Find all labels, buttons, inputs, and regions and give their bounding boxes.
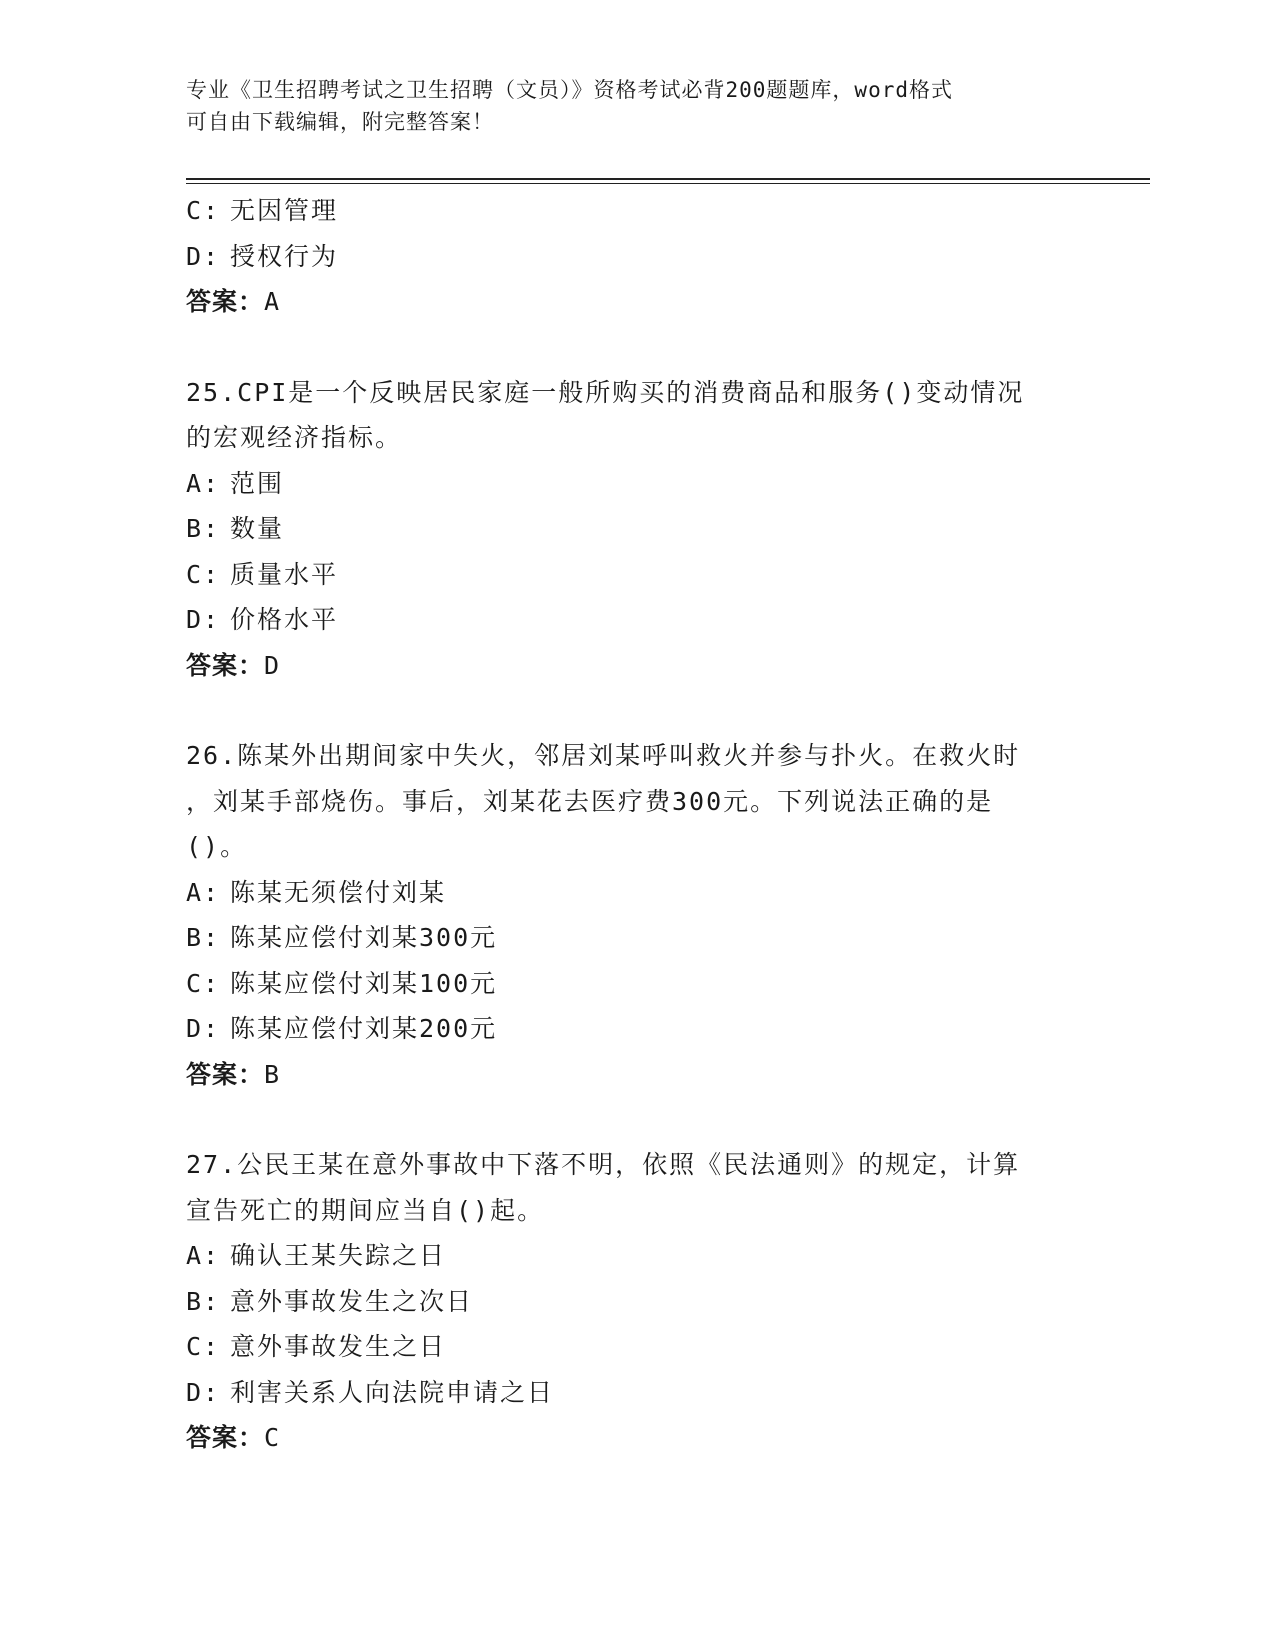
question-text-line: 27.公民王某在意外事故中下落不明，依照《民法通则》的规定，计算 xyxy=(186,1150,1021,1179)
option-label: B: xyxy=(186,923,221,952)
document-body xyxy=(186,188,1086,1461)
option-text: 确认王某失踪之日 xyxy=(230,1241,447,1270)
option-text: 意外事故发生之日 xyxy=(230,1332,447,1361)
option-label: C: xyxy=(186,968,221,998)
option-a xyxy=(186,870,1086,916)
question-text-line: 的宏观经济指标。 xyxy=(186,423,403,452)
answer-line xyxy=(186,279,1086,325)
answer-value: D xyxy=(264,650,281,680)
header-title-line-2: 可自由下载编辑，附完整答案！ xyxy=(186,110,494,134)
option-label: D: xyxy=(186,1377,221,1407)
answer-line xyxy=(186,1052,1086,1098)
question-text-line: ，刘某手部烧伤。事后，刘某花去医疗费300元。下列说法正确的是 xyxy=(186,786,994,816)
option-label: D: xyxy=(186,241,221,271)
option-text: 陈某应偿付刘某200元 xyxy=(230,1014,498,1043)
answer-label: 答案： xyxy=(186,1059,265,1089)
question-26 xyxy=(186,733,1086,1097)
option-c xyxy=(186,552,1086,598)
question-text-line: 26.陈某外出期间家中失火，邻居刘某呼叫救火并参与扑火。在救火时 xyxy=(186,741,1021,770)
option-d xyxy=(186,1370,1086,1416)
option-text: 陈某应偿付刘某100元 xyxy=(230,968,498,998)
option-text: 质量水平 xyxy=(230,559,339,589)
answer-value: B xyxy=(264,1059,281,1089)
option-label: D: xyxy=(186,1014,221,1043)
option-text: 意外事故发生之次日 xyxy=(230,1286,474,1316)
header-title-line-1: 专业《卫生招聘考试之卫生招聘（文员）》资格考试必背200题题库，word格式 xyxy=(186,78,953,102)
option-b xyxy=(186,915,1086,961)
option-text: 范围 xyxy=(230,468,285,498)
header-divider-thin xyxy=(186,183,1150,184)
option-text: 陈某应偿付刘某300元 xyxy=(230,923,498,952)
option-label: D: xyxy=(186,605,221,634)
question-27 xyxy=(186,1142,1086,1461)
option-text: 利害关系人向法院申请之日 xyxy=(230,1377,555,1407)
option-text: 陈某无须偿付刘某 xyxy=(230,877,447,907)
answer-line xyxy=(186,1415,1086,1461)
option-label: C: xyxy=(186,1332,221,1361)
question-text-line: ()。 xyxy=(186,832,248,861)
question-25 xyxy=(186,370,1086,689)
question-text-line: 25.CPI是一个反映居民家庭一般所购买的消费商品和服务()变动情况 xyxy=(186,377,1025,407)
spacer xyxy=(186,688,1086,733)
option-d xyxy=(186,234,1086,280)
answer-value: A xyxy=(264,287,281,316)
option-text: 价格水平 xyxy=(230,605,339,634)
option-text: 无因管理 xyxy=(230,196,339,225)
answer-label: 答案： xyxy=(186,1423,265,1452)
option-label: B: xyxy=(186,1286,221,1316)
option-d xyxy=(186,597,1086,643)
option-label: B: xyxy=(186,514,221,543)
option-d xyxy=(186,1006,1086,1052)
spacer xyxy=(186,1097,1086,1142)
answer-line xyxy=(186,643,1086,689)
option-a xyxy=(186,1233,1086,1279)
option-label: C: xyxy=(186,559,221,589)
spacer xyxy=(186,325,1086,370)
option-a xyxy=(186,461,1086,507)
question-carryover xyxy=(186,188,1086,325)
option-label: A: xyxy=(186,877,221,907)
option-b xyxy=(186,1279,1086,1325)
option-c xyxy=(186,188,1086,234)
document-header xyxy=(186,74,1066,138)
answer-label: 答案： xyxy=(186,650,265,680)
option-label: A: xyxy=(186,1241,221,1270)
option-text: 数量 xyxy=(230,514,285,543)
answer-label: 答案： xyxy=(186,287,265,316)
header-divider-thick xyxy=(186,178,1150,180)
option-label: C: xyxy=(186,196,221,225)
option-b xyxy=(186,506,1086,552)
option-c xyxy=(186,961,1086,1007)
option-label: A: xyxy=(186,468,221,498)
answer-value: C xyxy=(264,1423,281,1452)
option-text: 授权行为 xyxy=(230,241,339,271)
option-c xyxy=(186,1324,1086,1370)
question-text-line: 宣告死亡的期间应当自()起。 xyxy=(186,1195,545,1225)
